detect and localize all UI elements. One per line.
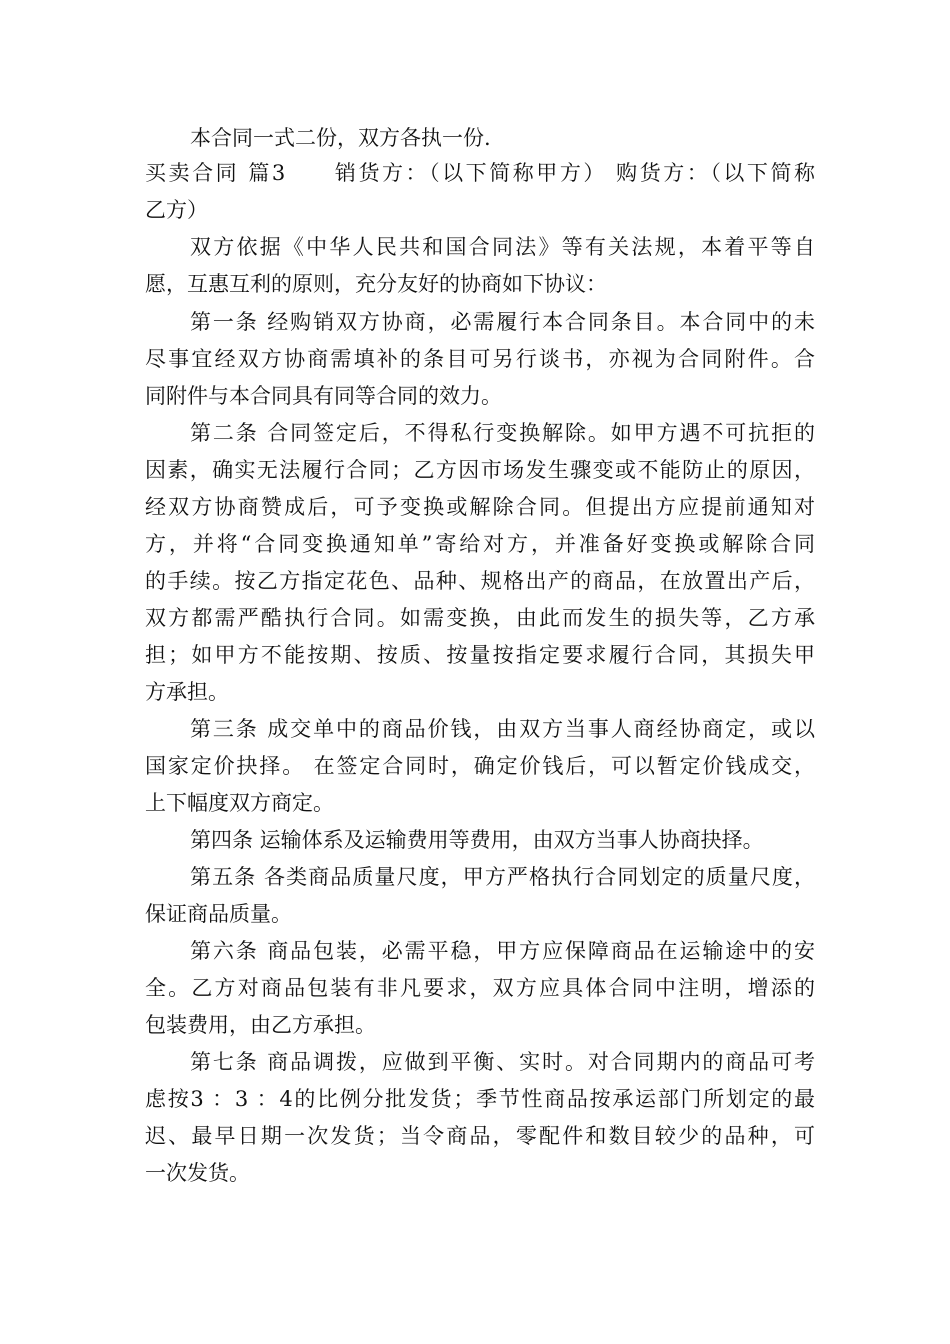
paragraph-line: 愿，互惠互利的原则，充分友好的协商如下协议： <box>145 272 607 296</box>
article-2-line: 方，并将“合同变换通知单”寄给对方，并准备好变换或解除合同 <box>145 532 815 556</box>
article-2-line: 的手续。按乙方指定花色、品种、规格出产的商品，在放置出产后， <box>145 569 815 593</box>
article-3-line: 第三条 成交单中的商品价钱，由双方当事人商经协商定，或以 <box>190 717 815 741</box>
section-heading-line: 买卖合同 篇3 销货方：（以下简称甲方） 购货方：（以下简称 <box>145 161 815 185</box>
article-1-line: 尽事宜经双方协商需填补的条目可另行谈书，亦视为合同附件。合 <box>145 347 815 371</box>
article-7-line: 第七条 商品调拨，应做到平衡、实时。对合同期内的商品可考 <box>190 1050 815 1074</box>
article-2-line: 因素，确实无法履行合同；乙方因市场发生骤变或不能防止的原因， <box>145 458 815 482</box>
article-1-line: 同附件与本合同具有同等合同的效力。 <box>145 384 502 408</box>
article-7-line: 虑按3 ：3 ：4的比例分批发货；季节性商品按承运部门所划定的最 <box>145 1087 815 1111</box>
article-4-line: 第四条 运输体系及运输费用等费用，由双方当事人协商抉择。 <box>190 828 764 852</box>
article-3-line: 国家定价抉择。 在签定合同时，确定价钱后，可以暂定价钱成交， <box>145 754 815 778</box>
article-2-line: 双方都需严酷执行合同。如需变换，由此而发生的损失等，乙方承 <box>145 606 815 630</box>
article-6-line: 第六条 商品包装，必需平稳，甲方应保障商品在运输途中的安 <box>190 939 815 963</box>
article-6-line: 包装费用，由乙方承担。 <box>145 1013 376 1037</box>
article-6-line: 全。乙方对商品包装有非凡要求，双方应具体合同中注明，增添的 <box>145 976 815 1000</box>
article-2-line: 担；如甲方不能按期、按质、按量按指定要求履行合同，其损失甲 <box>145 643 815 667</box>
paragraph-line: 本合同一式二份，双方各执一份. <box>190 126 491 150</box>
article-2-line: 第二条 合同签定后，不得私行变换解除。如甲方遇不可抗拒的 <box>190 421 815 445</box>
article-3-line: 上下幅度双方商定。 <box>145 791 334 815</box>
article-7-line: 一次发货。 <box>145 1161 250 1185</box>
article-1-line: 第一条 经购销双方协商，必需履行本合同条目。本合同中的未 <box>190 310 815 334</box>
article-2-line: 经双方协商赞成后，可予变换或解除合同。但提出方应提前通知对 <box>145 495 815 519</box>
paragraph-line: 双方依据《中华人民共和国合同法》等有关法规，本着平等自 <box>190 235 815 259</box>
paragraph-line: 乙方） <box>145 198 208 222</box>
article-5-line: 保证商品质量。 <box>145 902 292 926</box>
article-7-line: 迟、最早日期一次发货；当令商品，零配件和数目较少的品种，可 <box>145 1124 815 1148</box>
article-2-line: 方承担。 <box>145 680 229 704</box>
article-5-line: 第五条 各类商品质量尺度，甲方严格执行合同划定的质量尺度， <box>190 865 815 889</box>
